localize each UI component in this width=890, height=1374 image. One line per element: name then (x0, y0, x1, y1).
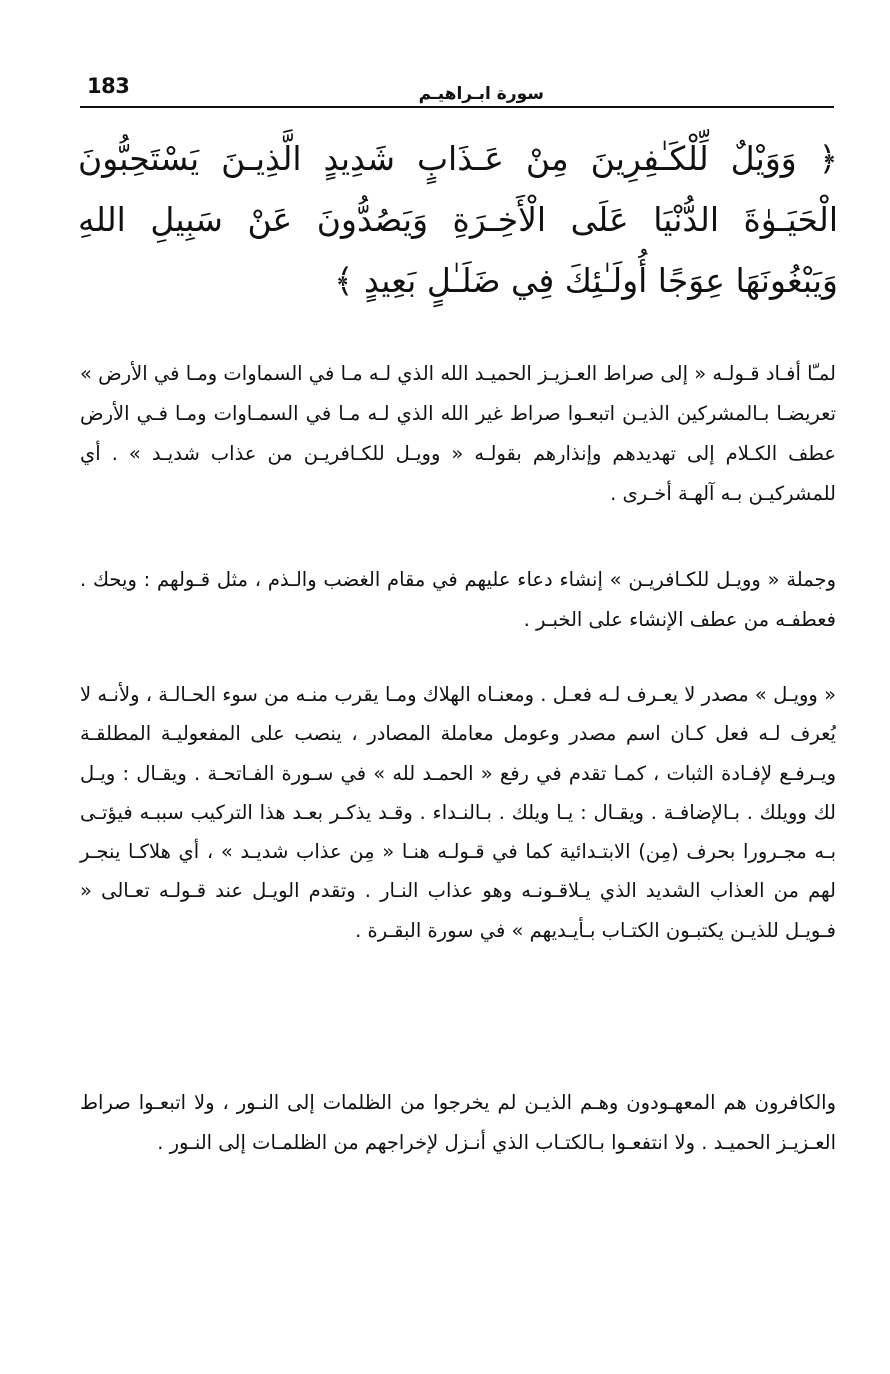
quran-verse: ﴿ وَوَيْلٌ لِّلْكَـٰفِرِينَ مِنْ عَـذَابٍ شَدِيدٍ الَّذِيـنَ يَسْتَحِبُّونَ الْحَيَـوٰةَ الدُّنْيَا عَلَى الْأَخِـرَةِ وَيَصُدُّونَ عَنْ سَبِيلِ اللهِ وَيَبْغُونَهَا عِوَجًا أُولَـٰئِكَ فِي ضَلَـٰلٍ بَعِيدٍ ﴾ (78, 139, 838, 300)
paragraph-4: والكافرون هم المعهـودون وهـم الذيـن لم يخرجوا من الظلمات إلى النـور ، ولا اتبعـوا صراط العـزيـز الحميـد . ولا انتفعـوا بـالكتـاب الذي أنـزل لإخراجهم من الظلمـات إلى النـور . (80, 1091, 836, 1154)
paragraph-1: لمـّا أفـاد قـولـه « إلى صراط العـزيـز الحميـد الله الذي لـه مـا في السماوات ومـا في الأرض » تعريضـا بـالمشركين الذيـن اتبعـوا صراط غير الله الذي لـه مـا في السمـاوات ومـا فـي الأرض عطف الكـلام إلى تهديدهم وإنذارهم بقولـه « وويـل للكـافريـن من عذاب شديـد » . أي للمشركيـن بـه آلهـة أخـرى . (80, 362, 836, 505)
paragraph-3: « وويـل » مصدر لا يعـرف لـه فعـل . ومعنـاه الهلاك ومـا يقرب منـه من سوء الحـالـة ، ولأنـه لا يُعرف لـه فعل كـان اسم مصدر وعومل معاملة المصادر ، ينصب على المفعوليـة المطلقـة ويـرفـع لإفـادة الثبات ، كمـا تقدم في رفع « الحمـد لله » في سـورة الفـاتحـة . ويقـال : ويـل لك وويلك . بـالإضافـة . ويقـال : يـا ويلك . بـالنـداء . وقـد يذكـر بعـد هذا التركيب سببـه فيؤتـى بـه مجـرورا بحرف (مِن) الابتـدائية كما في قـولـه هنـا « مِن عذاب شديـد » ، أي هلاكـا ينجـر لهم من العذاب الشديد الذي يـلاقـونـه وهو عذاب النـار . وتقدم الويـل عند قـولـه تعـالى « فـويـل للذيـن يكتبـون الكتـاب بـأيـديهم » في سورة البقـرة . (80, 683, 836, 942)
header-rule (80, 106, 834, 108)
page-number: 183 (87, 74, 130, 98)
surah-title: سورة ابـراهيـم (418, 84, 544, 104)
paragraph-2: وجملة « وويـل للكـافريـن » إنشاء دعاء عليهم في مقام الغضب والـذم ، مثل قـولهم : ويحك . فعطفـه من عطف الإنشاء على الخبـر . (80, 568, 836, 631)
